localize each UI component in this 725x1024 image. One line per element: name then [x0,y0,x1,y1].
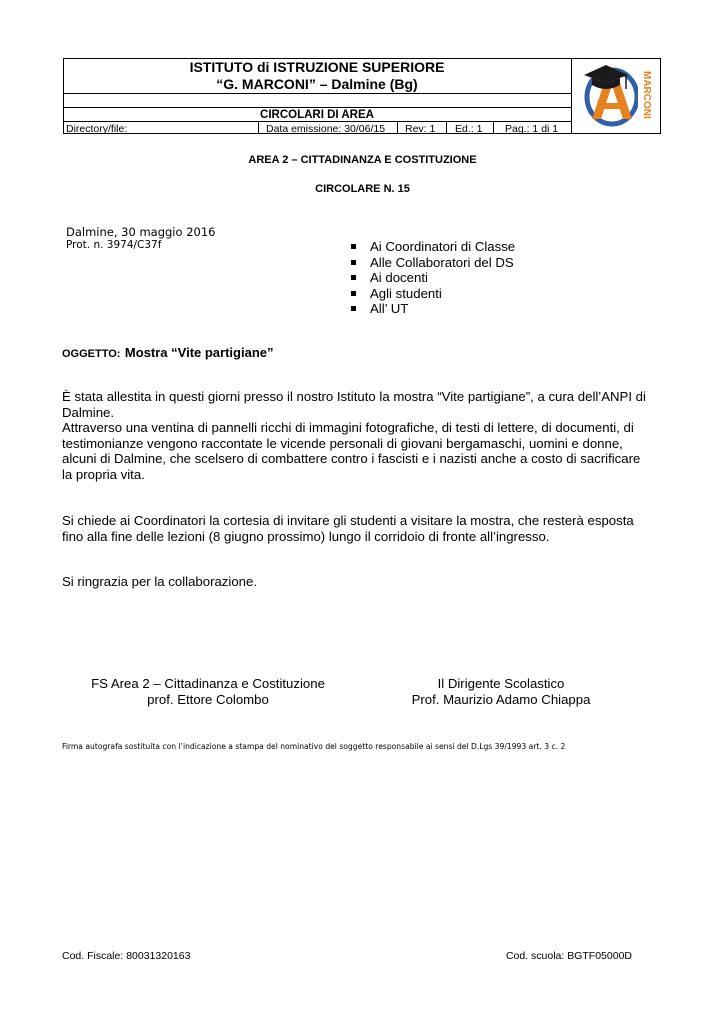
header-cell-divider-3 [446,121,447,134]
paragraph-line: Dalmine. [62,404,115,420]
paragraph-line: Si chiede ai Coordinatori la cortesia di invitare gli studenti a visitare la mostra, che resterà esposta [62,513,634,528]
paragraph-exhibition [62,389,646,483]
institute-name-line2: “G. MARCONI” – Dalmine (Bg) [216,76,418,92]
header-cell-divider-4 [493,121,494,134]
paragraph-request [62,513,634,544]
place-date: Dalmine, 30 maggio 2016 [66,225,216,239]
signature-right [390,676,612,707]
recipient-item: Ai Coordinatori di Classe [349,239,515,255]
recipient-item: Agli studenti [349,286,515,302]
signature-right-name: Prof. Maurizio Adamo Chiappa [411,691,591,707]
page-number: Pag.: 1 di 1 [505,123,559,135]
subject [62,344,274,362]
signature-left-name: prof. Ettore Colombo [147,691,269,707]
recipient-item: Ai docenti [349,270,515,286]
header-cell-divider-2 [397,121,398,134]
logo-text: MARCONI [641,71,652,119]
header-rule-2 [63,107,571,108]
header-cell-divider-1 [258,121,259,134]
signature-right-role: Il Dirigente Scolastico [437,676,565,691]
school-code: Cod. scuola: BGTF05000D [505,950,632,962]
section-title: CIRCOLARI DI AREA [260,109,374,121]
revision: Rev: 1 [405,123,436,135]
logo-graphic [574,61,659,127]
paragraph-line: fino alla fine delle lezioni (8 giugno prossimo) lungo il corridoio di fronte all’ingresso. [62,528,550,544]
subject-label: OGGETTO: [62,348,121,360]
directory-label: Directory/file: [66,123,128,135]
paragraph-line: È stata allestita in questi giorni presso il nostro Istituto la mostra “Vite partigiane”, a cura dell’ANPI di [62,389,646,404]
header-divider-logo [571,58,572,134]
subject-text: Mostra “Vite partigiane” [124,345,274,360]
signature-left [60,676,356,707]
paragraph-line: Attraverso una ventina di pannelli ricchi di immagini fotografiche, di testi di lettere, di documenti, di [62,420,634,436]
recipient-item: All’ UT [349,301,515,317]
institute-name-line1: ISTITUTO di ISTRUZIONE SUPERIORE [189,59,445,75]
thanks-text: Si ringrazia per la collaborazione. [62,574,257,589]
header-rule-1 [63,93,571,94]
recipients-list [349,239,515,317]
protocol-number: Prot. n. 3974/C37f [66,239,162,251]
signature-footnote: Firma autografa sostituita con l’indicazione a stampa del nominativo del soggetto responsabile ai sensi del D.Lgs 39/1993 art. 3 c. 2 [62,742,566,751]
header-rule-3 [63,121,571,122]
paragraph-line: la propria vita. [62,466,145,482]
fiscal-code: Cod. Fiscale: 80031320163 [62,950,191,962]
edition: Ed.: 1 [455,123,483,135]
area-title: AREA 2 – CITTADINANZA E COSTITUZIONE [248,154,477,166]
circolare-number: CIRCOLARE N. 15 [315,183,410,195]
signature-left-role: FS Area 2 – Cittadinanza e Costituzione [91,676,325,691]
paragraph-line: alcuni di Dalmine, che scelsero di combattere contro i fascisti e i nazisti anche a costo di sacrificare [62,451,641,467]
recipient-item: Alle Collaboratori del DS [349,255,515,271]
emission-date: Data emissione: 30/06/15 [266,123,386,135]
paragraph-line: testimonianze vengono raccontate le vicende personali di giovani bergamaschi, uomini e donne, [62,435,623,451]
school-logo [574,61,659,127]
